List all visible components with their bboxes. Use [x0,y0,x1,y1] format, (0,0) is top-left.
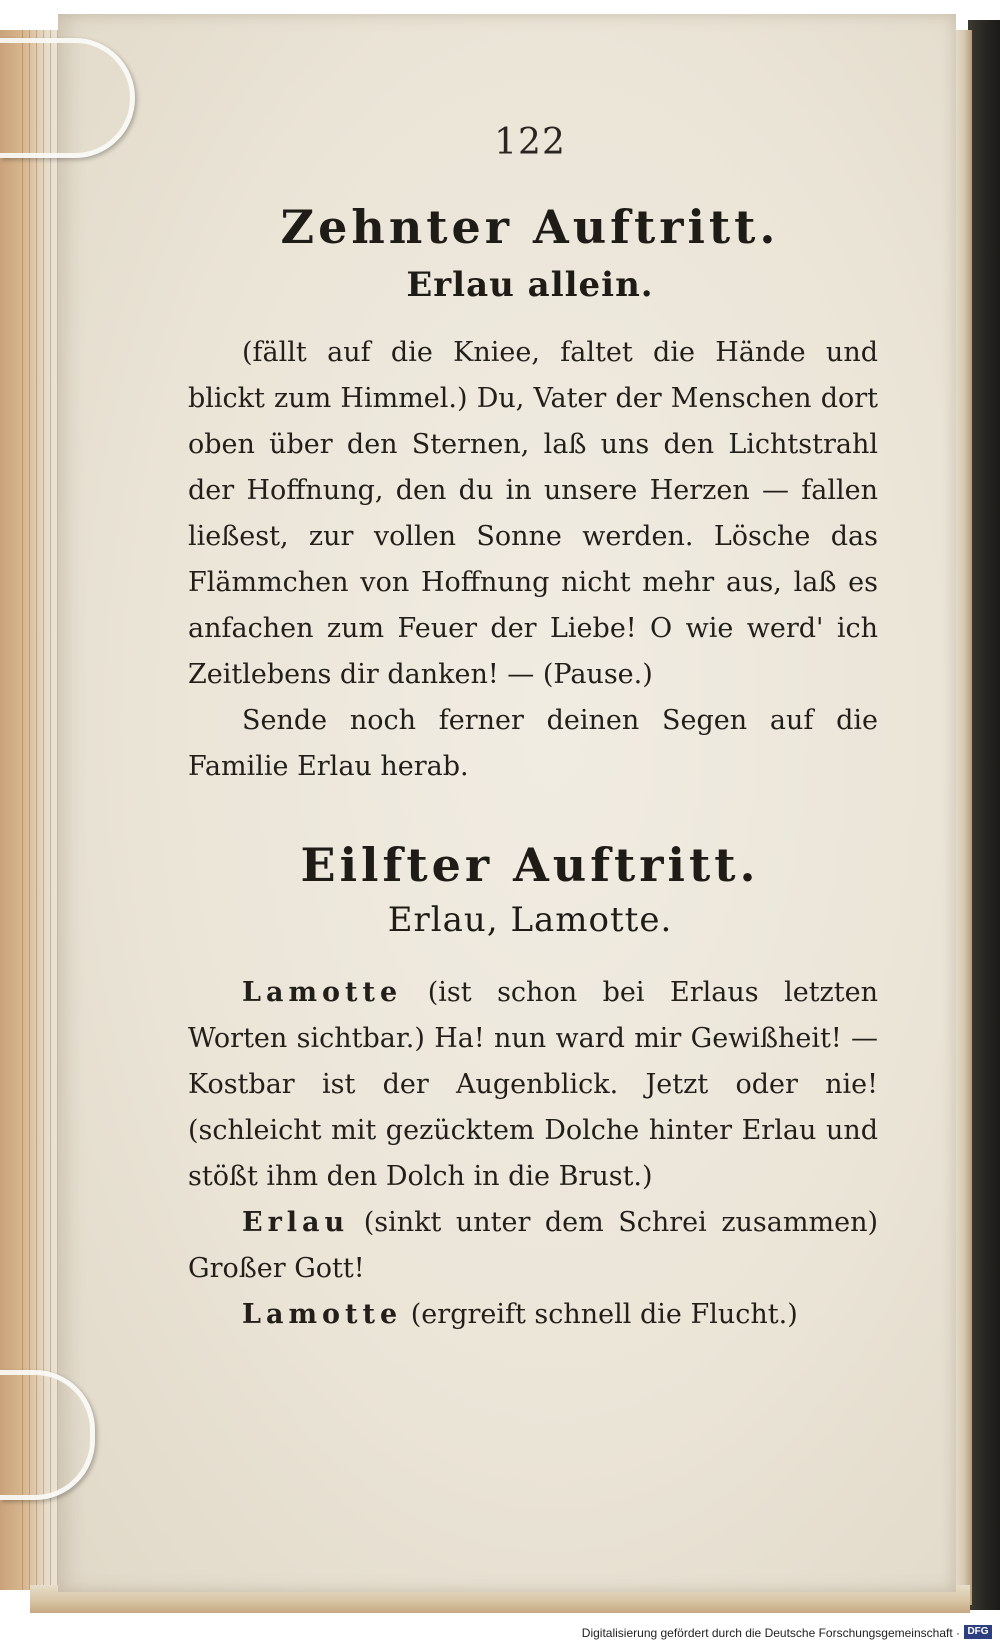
line-text: (ist schon bei Erlaus letzten Worten sichtbar.) Ha! nun ward mir Gewißheit! — Kostbar ist der Augenblick. Jetzt oder nie! (schleicht mit gezücktem Dolche hinter Erlau und stößt ihm den Dolch in die Brust.) [188,977,878,1192]
dialogue-line [188,970,878,1200]
scene-heading: Eilfter Auftritt. [300,838,760,892]
funding-credit: Digitalisierung gefördert durch die Deutsche Forschungsgemeinschaft · [581,1626,960,1640]
stage-paragraph: (fällt auf die Kniee, faltet die Hände und blickt zum Himmel.) Du, Vater der Menschen dort oben über den Sternen, laß uns den Lichtstrahl der Hoffnung, den du in unsere Herzen — fallen ließest, zur vollen Sonne werden. Lösche das Flämmchen von Hoffnung nicht mehr aus, laß es anfachen zum Feuer der Liebe! O wie werd' ich Zeitlebens dir danken! — (Pause.) [188,337,878,690]
scene-heading: Zehnter Auftritt. [280,200,780,254]
speaker-name: Lamotte [242,977,403,1008]
dialogue-line [188,1200,878,1292]
footer-banner [0,1622,1000,1644]
background-right [968,20,1000,1610]
dialogue-line [188,1292,878,1338]
scene-11-text [188,970,878,1338]
stage-paragraph: Sende noch ferner deinen Segen auf die Familie Erlau herab. [188,705,878,782]
page-number: 122 [494,122,566,163]
scene-cast: Erlau, Lamotte. [387,900,673,940]
line-text: (sinkt unter dem Schrei zusammen) Großer Gott! [188,1207,878,1284]
speaker-name: Lamotte [242,1299,403,1330]
line-text: (ergreift schnell die Flucht.) [402,1299,798,1330]
scene-10-text [188,330,878,790]
speaker-name: Erlau [242,1207,350,1238]
dfg-logo: DFG [964,1625,992,1639]
scene-cast: Erlau allein. [406,265,654,305]
